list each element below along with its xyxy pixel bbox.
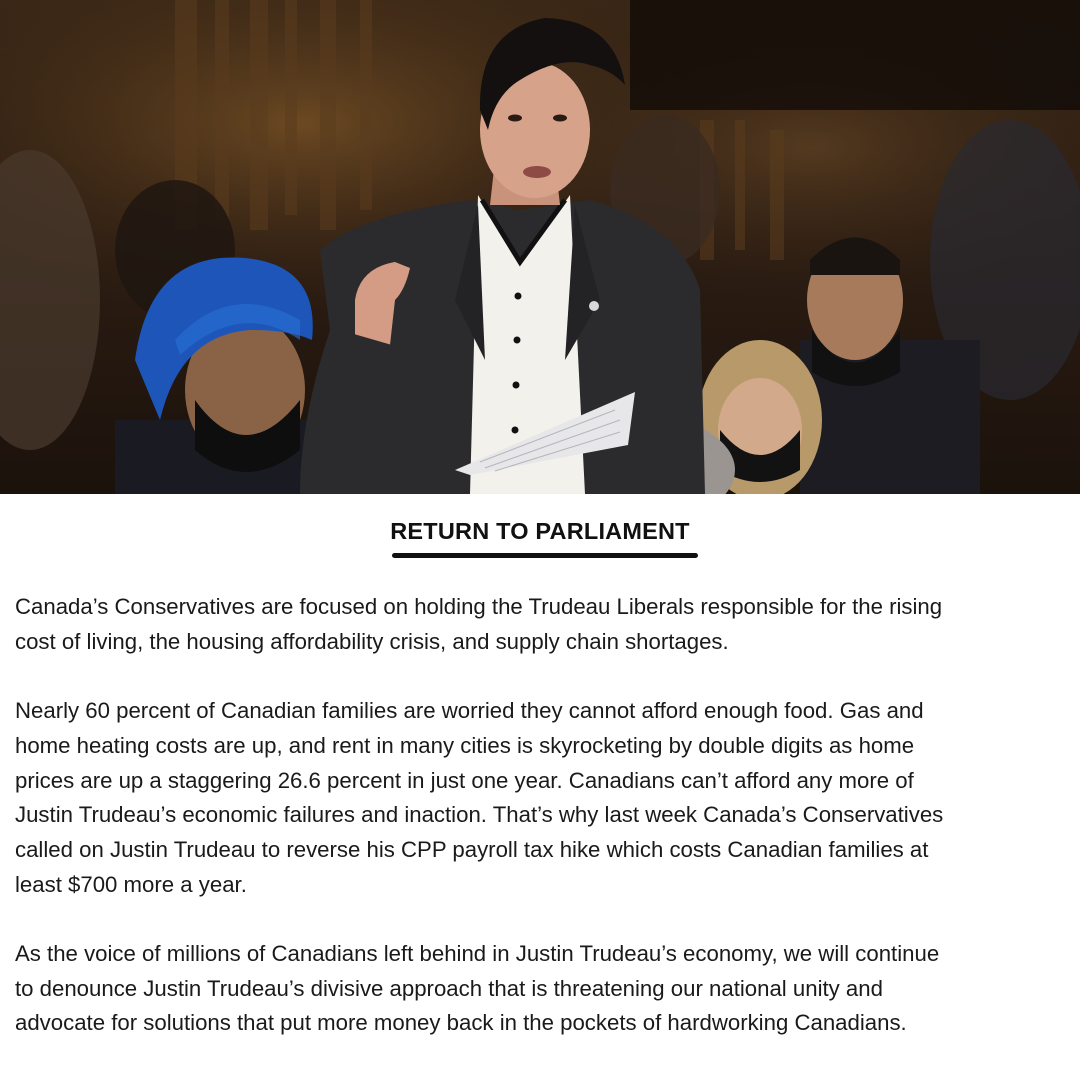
heading-container xyxy=(0,518,1080,550)
header-photo xyxy=(0,0,1080,494)
section-heading: RETURN TO PARLIAMENT xyxy=(390,518,690,544)
paragraph-1: Canada’s Conservatives are focused on holding the Trudeau Liberals responsible for the rising cost of living, the housing affordability crisis, and supply chain shortages. xyxy=(15,594,943,654)
photo-illustration xyxy=(0,0,1080,494)
body-text xyxy=(15,590,1071,1076)
paragraph-2: Nearly 60 percent of Canadian families are worried they cannot afford enough food. Gas and home heating costs are up, and rent in many cities is skyrocketing by double digits as home prices are up a staggering 26.6 percent in just one year. Canadians can’t afford any more of Justin Trudeau’s economic failures and inaction. That’s why last week Canada’s Conservatives called on Justin Trudeau to reverse his CPP payroll tax hike which costs Canadian families at least $700 more a year. xyxy=(15,698,944,897)
heading-underline xyxy=(392,553,698,558)
paragraph-3: As the voice of millions of Canadians left behind in Justin Trudeau’s economy, we will continue to denounce Justin Trudeau’s divisive approach that is threatening our national unity and advocate for solutions that put more money back in the pockets of hardworking Canadians. xyxy=(15,941,940,1036)
